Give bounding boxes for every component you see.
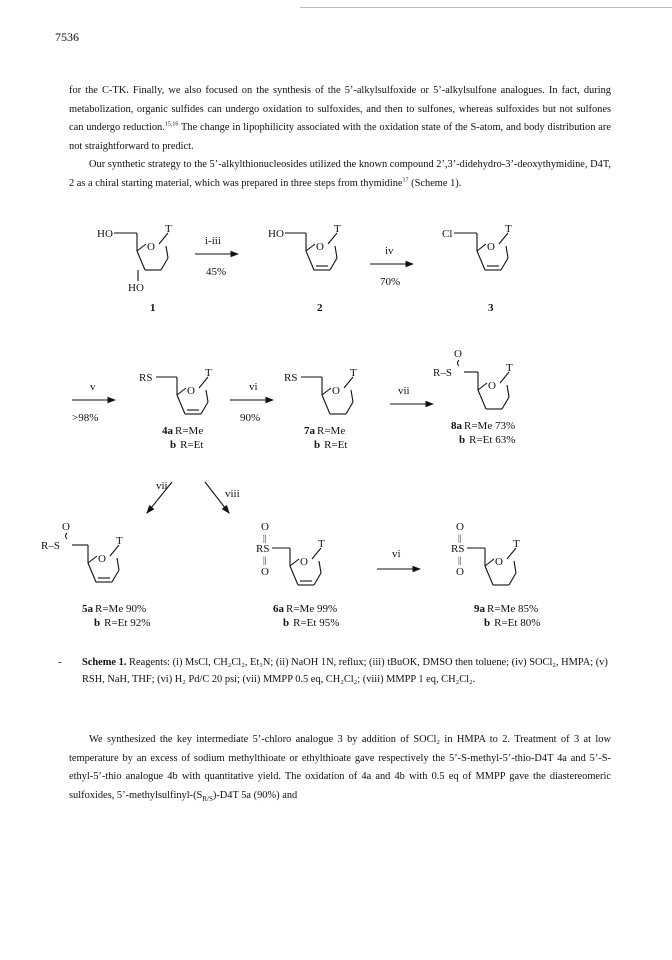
paragraph-3-text: We synthesized the key intermediate 5’-chloro analogue 3 by addition of SOCl₂ in HMPA to 2. Treatment of 3 at low temperature by an excess of sodium methylthioate or ethylthioate gave respectively the 5’-S-methyl-5’-thio-D4T 4a and 5’-S-ethyl-5’-thio analogue 4b with quantitative yield. The oxidation of 4a and 4b with 0.5 eq of MMPP gave the diastereomeric sulfoxides, 5’-methylsulfinyl-(S [69, 734, 611, 801]
sulfoxide-oxygen: O [62, 521, 70, 533]
arrow-vi [230, 381, 273, 424]
caption-bullet: - [58, 657, 62, 668]
citation-ref: 15,16 [164, 121, 179, 128]
arrow-vii-diagonal [147, 480, 172, 513]
thymine-label: T [334, 223, 341, 235]
ring-oxygen: O [487, 241, 495, 253]
sulfoxide-label: R–S [41, 540, 60, 552]
thymine-label: T [116, 535, 123, 547]
paragraph-3-subscript: R/S [202, 794, 213, 803]
arrow-yield: 90% [240, 412, 261, 424]
hydroxyl-label: HO [268, 228, 284, 240]
compound-7-label [304, 425, 347, 451]
paragraph-1-tail: The change in lipophilicity associated with the oxidation state of the S-atom, and body distribution are not straightforward to predict. [69, 122, 611, 152]
paragraph-2-tail: (Scheme 1). [408, 177, 462, 189]
sulfone-oxygen-top: O [456, 521, 464, 533]
svg-text:bR=Et 63% [459, 434, 515, 446]
compound-variant: R=Et 95% [293, 617, 340, 629]
svg-text:bR=Et [314, 439, 347, 451]
svg-text:6aR=Me 99% [273, 603, 337, 615]
paragraph-2-text: Our synthetic strategy to the 5’-alkylthionucleosides utilized the known compound 2’,3’-didehydro-3’-deoxythymidine, D4T, 2 as a chiral starting material, which was prepared in three steps from thymidine [69, 159, 611, 189]
thymine-label: T [506, 362, 513, 374]
sulfone-oxygen-top: O [261, 521, 269, 533]
compound-number: 3 [488, 302, 494, 314]
arrow-vii [390, 385, 433, 404]
compound-id: b [484, 617, 491, 629]
compound-number: 1 [150, 302, 156, 314]
arrow-reagent: viii [225, 488, 240, 500]
compound-3-structure [442, 223, 512, 314]
ring-oxygen: O [495, 556, 503, 568]
compound-variant: R=Et 92% [104, 617, 151, 629]
compound-1-structure [97, 223, 172, 314]
compound-id: b [314, 439, 321, 451]
arrow-iv [370, 245, 413, 288]
compound-9-label [474, 603, 540, 629]
arrow-reagent: vi [392, 548, 401, 560]
compound-variant: R=Et [180, 439, 204, 451]
compound-5-label [82, 603, 150, 629]
paragraph-3 [69, 731, 611, 805]
compound-8-label [451, 420, 515, 446]
double-bond-mark: || [263, 533, 267, 543]
double-bond-mark: || [263, 555, 267, 565]
compound-variant: R=Et 80% [494, 617, 541, 629]
compound-4-structure [139, 367, 212, 414]
svg-text:8aR=Me 73% [451, 420, 515, 432]
arrow-vi-row3 [377, 548, 420, 569]
sulfoxide-label: R–S [433, 367, 452, 379]
hydroxyl-label: HO [128, 282, 144, 294]
caption-text: Reagents: (i) MsCl, CH₂Cl₂, Et₃N; (ii) NaOH 1N, reflux; (iii) tBuOK, DMSO then toluene; (iv) SOCl₂, HMPA; (v) RSH, NaH, THF; (vi) H₂ Pd/C 20 psi; (vii) MMPP 0.5 eq, CH₂Cl₂; (viii) MMPP 1 eq, CH₂Cl₂. [82, 657, 608, 685]
compound-9-structure [451, 521, 520, 585]
compound-6-structure [256, 521, 325, 585]
compound-variant: R=Me 85% [487, 603, 539, 615]
svg-text:bR=Et 92% [94, 617, 150, 629]
thymine-label: T [318, 538, 325, 550]
compound-variant: R=Me 73% [464, 420, 516, 432]
arrow-reagent: iv [385, 245, 394, 257]
compound-2-structure [268, 223, 341, 314]
arrow-yield: 70% [380, 276, 401, 288]
svg-text:7aR=Me [304, 425, 345, 437]
arrow-reagent: vi [249, 381, 258, 393]
ring-oxygen: O [300, 556, 308, 568]
compound-number: 2 [317, 302, 323, 314]
arrow-yield: 45% [206, 266, 227, 278]
compound-id: 8a [451, 420, 462, 432]
svg-text:4aR=Me [162, 425, 203, 437]
svg-text:9aR=Me 85% [474, 603, 538, 615]
paragraph-1-text: for the C-TK. Finally, we also focused on the synthesis of the 5’-alkylsulfoxide or 5’-alkylsulfone analogues. In fact, during metabolization, organic sulfides can undergo oxidation to sulfoxides, and then to sulfones, whereas sulfoxides but not sulfones can undergo reduction. [69, 85, 611, 134]
compound-id: 4a [162, 425, 173, 437]
compound-id: b [459, 434, 466, 446]
double-bond-mark: || [458, 533, 462, 543]
arrow-v [72, 381, 115, 424]
compound-id: b [94, 617, 101, 629]
ring-oxygen: O [332, 385, 340, 397]
thymine-label: T [350, 367, 357, 379]
sulfone-oxygen-bottom: O [261, 566, 269, 578]
svg-text:5aR=Me 90% [82, 603, 146, 615]
compound-id: b [283, 617, 290, 629]
ring-oxygen: O [187, 385, 195, 397]
thymine-label: T [165, 223, 172, 235]
arrow-reagent: vii [156, 480, 168, 492]
arrow-i-iii [195, 235, 238, 278]
compound-5-structure [41, 521, 123, 582]
compound-id: 5a [82, 603, 93, 615]
compound-id: 9a [474, 603, 485, 615]
ring-oxygen: O [316, 241, 324, 253]
arrow-reagent: i-iii [205, 235, 221, 247]
arrow-reagent: v [90, 381, 96, 393]
svg-text:bR=Et 80% [484, 617, 540, 629]
compound-8-structure [433, 348, 513, 409]
compound-variant: R=Et [324, 439, 348, 451]
compound-variant: R=Et 63% [469, 434, 516, 446]
thioether-label: RS [451, 543, 465, 555]
sulfone-oxygen-bottom: O [456, 566, 464, 578]
ring-oxygen: O [147, 241, 155, 253]
double-bond-mark: || [458, 555, 462, 565]
page-number: 7536 [55, 30, 79, 44]
compound-6-label [273, 603, 339, 629]
compound-7-structure [284, 367, 357, 414]
thioether-label: RS [139, 372, 153, 384]
compound-variant: R=Me 99% [286, 603, 338, 615]
thymine-label: T [205, 367, 212, 379]
compound-id: 6a [273, 603, 284, 615]
compound-variant: R=Me [175, 425, 204, 437]
hydroxyl-label: HO [97, 228, 113, 240]
arrow-yield: >98% [72, 412, 99, 424]
compound-4-label [162, 425, 203, 451]
ring-oxygen: O [98, 553, 106, 565]
sulfoxide-oxygen: O [454, 348, 462, 360]
paragraph-3-tail: )-D4T 5a (90%) and [212, 789, 298, 801]
compound-variant: R=Me [317, 425, 346, 437]
ring-oxygen: O [488, 380, 496, 392]
compound-id: b [170, 439, 177, 451]
arrow-viii-diagonal [205, 482, 240, 513]
thymine-label: T [505, 223, 512, 235]
thioether-label: RS [256, 543, 270, 555]
svg-text:bR=Et [170, 439, 203, 451]
compound-id: 7a [304, 425, 315, 437]
caption-title: Scheme 1. [82, 657, 127, 668]
compound-variant: R=Me 90% [95, 603, 147, 615]
svg-text:bR=Et 95% [283, 617, 339, 629]
arrow-reagent: vii [398, 385, 410, 397]
thymine-label: T [513, 538, 520, 550]
scheme-caption [58, 655, 622, 688]
thioether-label: RS [284, 372, 298, 384]
chloro-label: Cl [442, 228, 453, 240]
citation-ref: 17 [402, 177, 409, 184]
